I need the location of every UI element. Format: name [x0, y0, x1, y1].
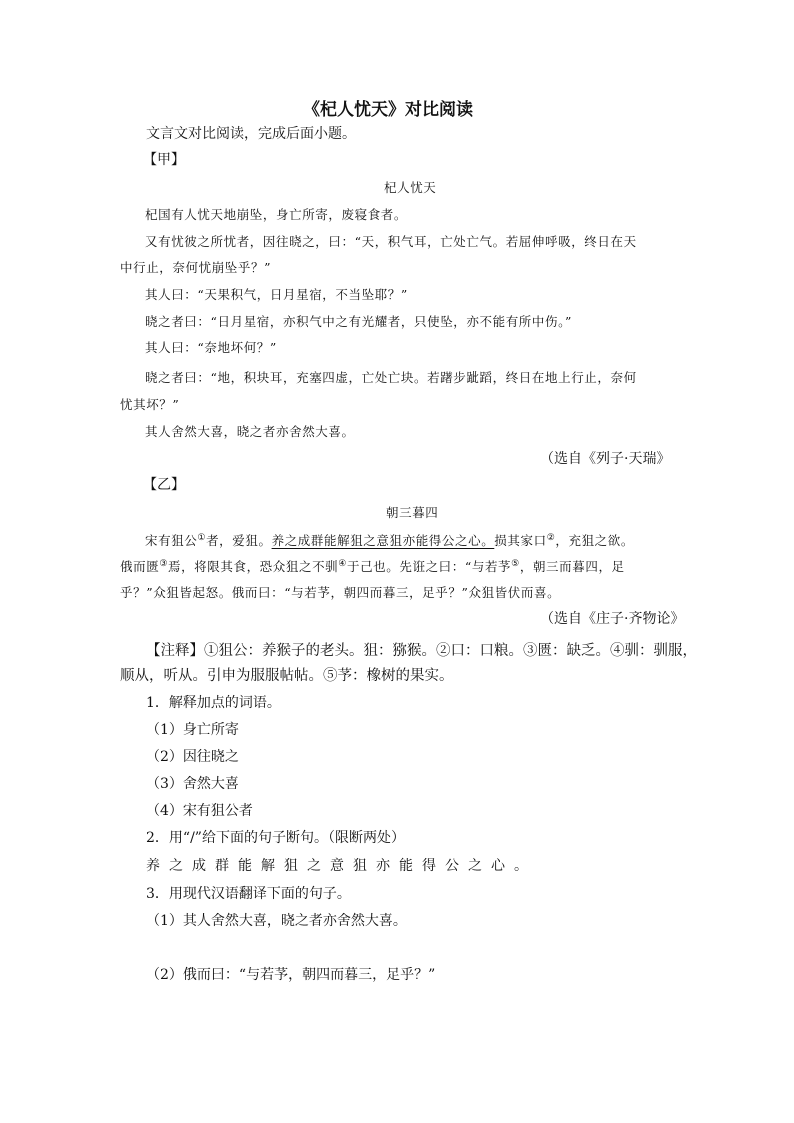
notes-line-1: 【注释】①狙公：养猴子的老头。狙：猕猴。②口：口粮。③匮：缺乏。④驯：驯服， [146, 643, 697, 659]
jia-line: 中行止，奈何忧崩坠乎？” [120, 260, 272, 275]
footnote-marker: ③ [159, 558, 168, 569]
question-1: 1．解释加点的词语。 [146, 695, 281, 711]
section-yi-heading: 朝三暮四 [386, 505, 439, 520]
jia-line: 其人舍然大喜，晓之者亦舍然大喜。 [145, 424, 355, 439]
jia-line: 忧其坏？” [120, 397, 180, 412]
document-title: 《杞人忧天》对比阅读 [303, 100, 473, 120]
footnote-marker: ① [197, 532, 207, 543]
question-1-item: （2）因往晓之 [146, 749, 239, 765]
footnote-marker: ⑤ [511, 558, 520, 569]
question-2: 2．用“/”给下面的句子断句。（限断两处） [146, 830, 405, 846]
jia-line: 晓之者曰：“地，积块耳，充塞四虚，亡处亡块。若躇步跐蹈，终日在地上行止，奈何 [145, 370, 637, 385]
notes-line-2: 顺从，听从。引申为服服帖帖。⑤芧：橡树的果实。 [120, 668, 454, 684]
section-jia-marker: 【甲】 [143, 152, 185, 168]
yi-line-2: 俄而匮③焉，将限其食，恐众狙之不驯④于己也。先诳之曰：“与若芧⑤，朝三而暮四，足 [120, 558, 625, 574]
intro-text: 文言文对比阅读，完成后面小题。 [146, 126, 356, 142]
question-1-item: （4）宋有狙公者 [146, 803, 253, 819]
jia-line: 其人曰：“奈地坏何？” [145, 340, 277, 355]
question-3-item: （1）其人舍然大喜，晓之者亦舍然大喜。 [146, 913, 407, 929]
footnote-marker: ② [546, 532, 556, 543]
footnote-marker: ④ [338, 558, 347, 569]
jia-line: 又有忧彼之所忧者，因往晓之，曰：“天，积气耳，亡处亡气。若屈伸呼吸，终日在天 [145, 234, 637, 249]
section-jia-heading: 杞人忧天 [384, 180, 437, 195]
underlined-sentence: 养之成群能解狙之意狙亦能得公之心。 [271, 533, 495, 548]
question-2-sentence: 养之成群能解狙之意狙亦能得公之心。 [146, 858, 537, 874]
jia-line: 其人曰：“天果积气，日月星宿，不当坠耶？” [145, 287, 408, 302]
jia-line: 晓之者曰：“日月星宿，亦积气中之有光耀者，只使坠，亦不能有所中伤。” [145, 314, 572, 329]
yi-line-1: 宋有狙公①者，爱狙。养之成群能解狙之意狙亦能得公之心。损其家口②，充狙之欲。 [145, 532, 634, 548]
section-yi-marker: 【乙】 [143, 477, 185, 493]
jia-line: 杞国有人忧天地崩坠，身亡所寄，废寝食者。 [145, 207, 408, 222]
yi-source: （选自《庄子·齐物论》 [540, 611, 685, 627]
question-3-item: （2）俄而曰：“与若芧，朝四而暮三，足乎？” [146, 967, 436, 983]
yi-line-3: 乎？”众狙皆起怒。俄而曰：“与若芧，朝四而暮三，足乎？”众狙皆伏而喜。 [120, 585, 561, 600]
jia-source: （选自《列子·天瑞》 [540, 451, 671, 467]
question-1-item: （3）舍然大喜 [146, 776, 239, 792]
question-3: 3．用现代汉语翻译下面的句子。 [146, 886, 351, 902]
question-1-item: （1）身亡所寄 [146, 722, 239, 738]
